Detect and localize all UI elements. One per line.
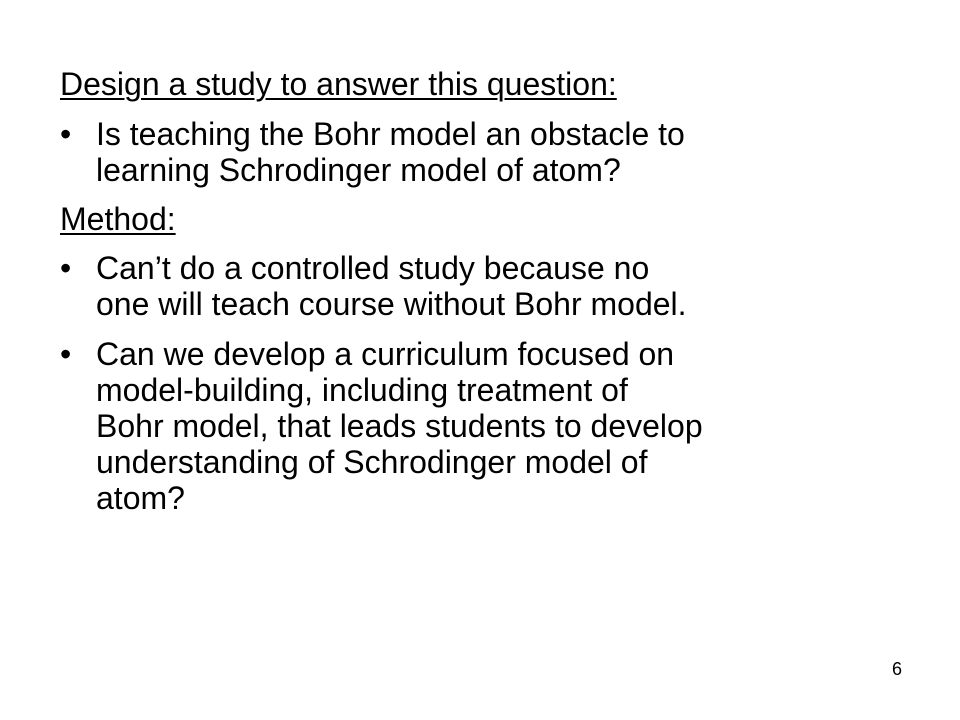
bullet-controlled-study — [60, 250, 930, 322]
bullet-line: Bohr model, that leads students to develop — [96, 408, 703, 444]
bullet-curriculum — [60, 336, 930, 516]
page-number: 6 — [891, 659, 902, 679]
bullet-line: learning Schrodinger model of atom? — [96, 152, 621, 188]
bullet-line: Can we develop a curriculum focused on — [96, 336, 675, 372]
bullet-curriculum-text — [96, 336, 930, 516]
bullet-line: atom? — [96, 480, 185, 516]
bullet-line: Is teaching the Bohr model an obstacle to — [96, 116, 685, 152]
slide-body — [60, 66, 930, 516]
bullet-line: understanding of Schrodinger model of — [96, 444, 648, 480]
study-heading: Design a study to answer this question: — [60, 66, 617, 102]
bullet-question-text — [96, 116, 930, 188]
bullet-line: model-building, including treatment of — [96, 372, 628, 408]
bullet-line: one will teach course without Bohr model. — [96, 286, 687, 322]
bullet-line: Can’t do a controlled study because no — [96, 250, 650, 286]
bullet-question — [60, 116, 930, 188]
bullet-icon: • — [60, 250, 72, 286]
bullet-icon: • — [60, 336, 72, 372]
method-heading: Method: — [60, 201, 176, 237]
bullet-controlled-study-text — [96, 250, 930, 322]
bullet-icon: • — [60, 116, 72, 152]
